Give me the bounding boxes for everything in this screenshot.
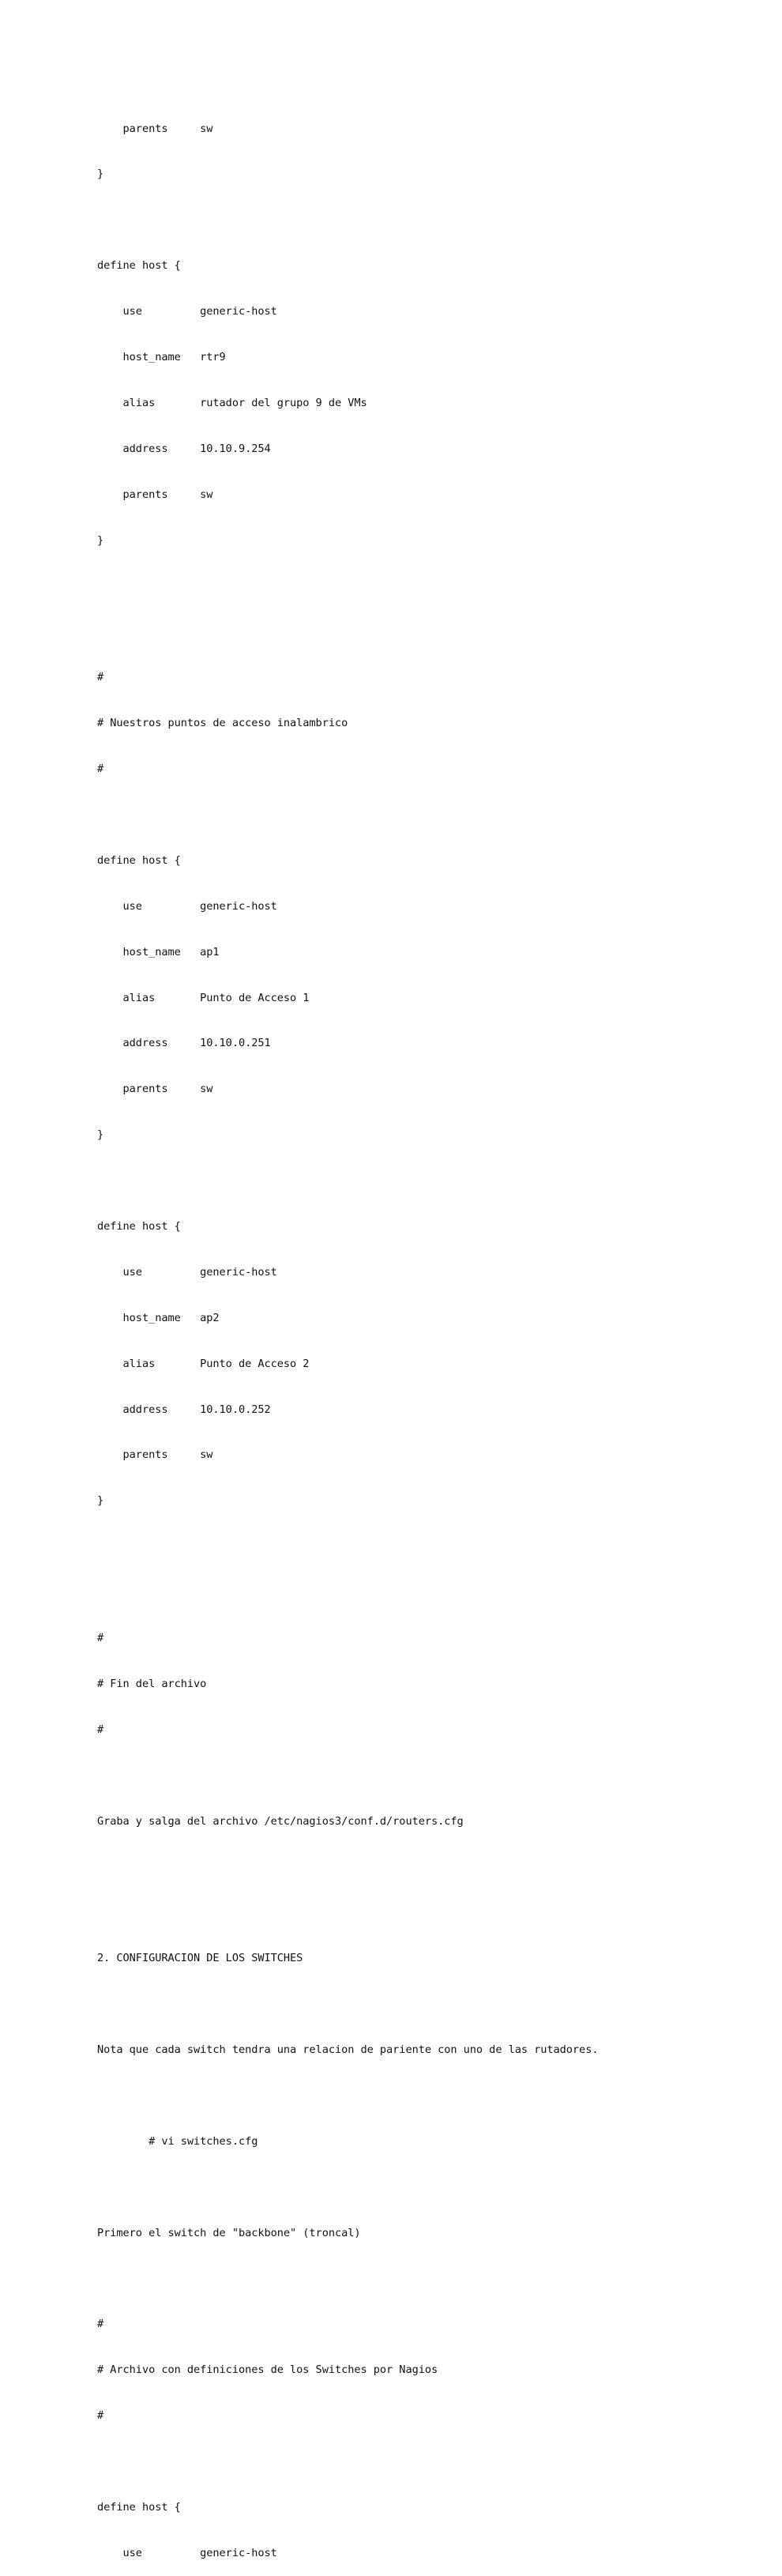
blank-line (97, 624, 598, 639)
comment-line: # Fin del archivo (97, 1677, 207, 1690)
blank-line (97, 1905, 598, 1920)
comment-line: # (97, 763, 104, 776)
note-text: Nota que cada switch tendra una relacion de pariente con uno de las rutadores. (97, 2043, 599, 2056)
config-line: parents sw (97, 1083, 213, 1096)
config-line: } (97, 1494, 104, 1508)
comment-line: # (97, 2318, 104, 2331)
config-line: use generic-host (97, 899, 277, 913)
blank-line (97, 2088, 598, 2103)
instruction-text: Graba y salga del archivo /etc/nagios3/conf.d/routers.cfg (97, 1814, 464, 1828)
config-line: } (97, 1128, 104, 1142)
config-line: parents sw (97, 122, 213, 135)
comment-line: # Archivo con definiciones de los Switches por Nagios (97, 2363, 438, 2377)
blank-line (97, 579, 598, 594)
blank-line (97, 2454, 598, 2469)
comment-line: # (97, 1723, 104, 1736)
config-line: parents sw (97, 488, 213, 501)
config-line: } (97, 168, 104, 181)
config-line: define host { (97, 853, 181, 867)
config-line: define host { (97, 2500, 181, 2514)
blank-line (97, 1585, 598, 1600)
comment-line: # (97, 2409, 104, 2423)
blank-line (97, 1859, 598, 1874)
config-line: address 10.10.0.251 (97, 1037, 271, 1050)
blank-line (97, 2180, 598, 2195)
document-page (97, 91, 598, 2576)
comment-line: # (97, 671, 104, 684)
config-line: parents sw (97, 1448, 213, 1462)
config-line: define host { (97, 1219, 181, 1233)
config-line: address 10.10.9.254 (97, 442, 271, 455)
section-heading: 2. CONFIGURACION DE LOS SWITCHES (97, 1952, 303, 1965)
config-line: define host { (97, 259, 181, 273)
config-line: alias Punto de Acceso 2 (97, 1357, 310, 1370)
blank-line (97, 1768, 598, 1783)
config-line: alias rutador del grupo 9 de VMs (97, 396, 367, 409)
blank-line (97, 808, 598, 823)
blank-line (97, 2271, 598, 2286)
config-line: host_name ap1 (97, 945, 220, 958)
instruction-text: Primero el switch de "backbone" (troncal) (97, 2226, 361, 2239)
comment-line: # (97, 1631, 104, 1644)
config-line: use generic-host (97, 2546, 277, 2559)
config-line: address 10.10.0.252 (97, 1403, 271, 1416)
config-line: host_name rtr9 (97, 351, 226, 364)
config-line: } (97, 533, 104, 547)
blank-line (97, 213, 598, 228)
command-line: # vi switches.cfg (97, 2134, 258, 2148)
blank-line (97, 1539, 598, 1554)
config-line: use generic-host (97, 305, 277, 318)
blank-line (97, 1173, 598, 1188)
comment-line: # Nuestros puntos de acceso inalambrico (97, 717, 348, 730)
config-line: use generic-host (97, 1265, 277, 1279)
config-line: host_name ap2 (97, 1311, 220, 1324)
blank-line (97, 1997, 598, 2012)
config-line: alias Punto de Acceso 1 (97, 991, 310, 1004)
